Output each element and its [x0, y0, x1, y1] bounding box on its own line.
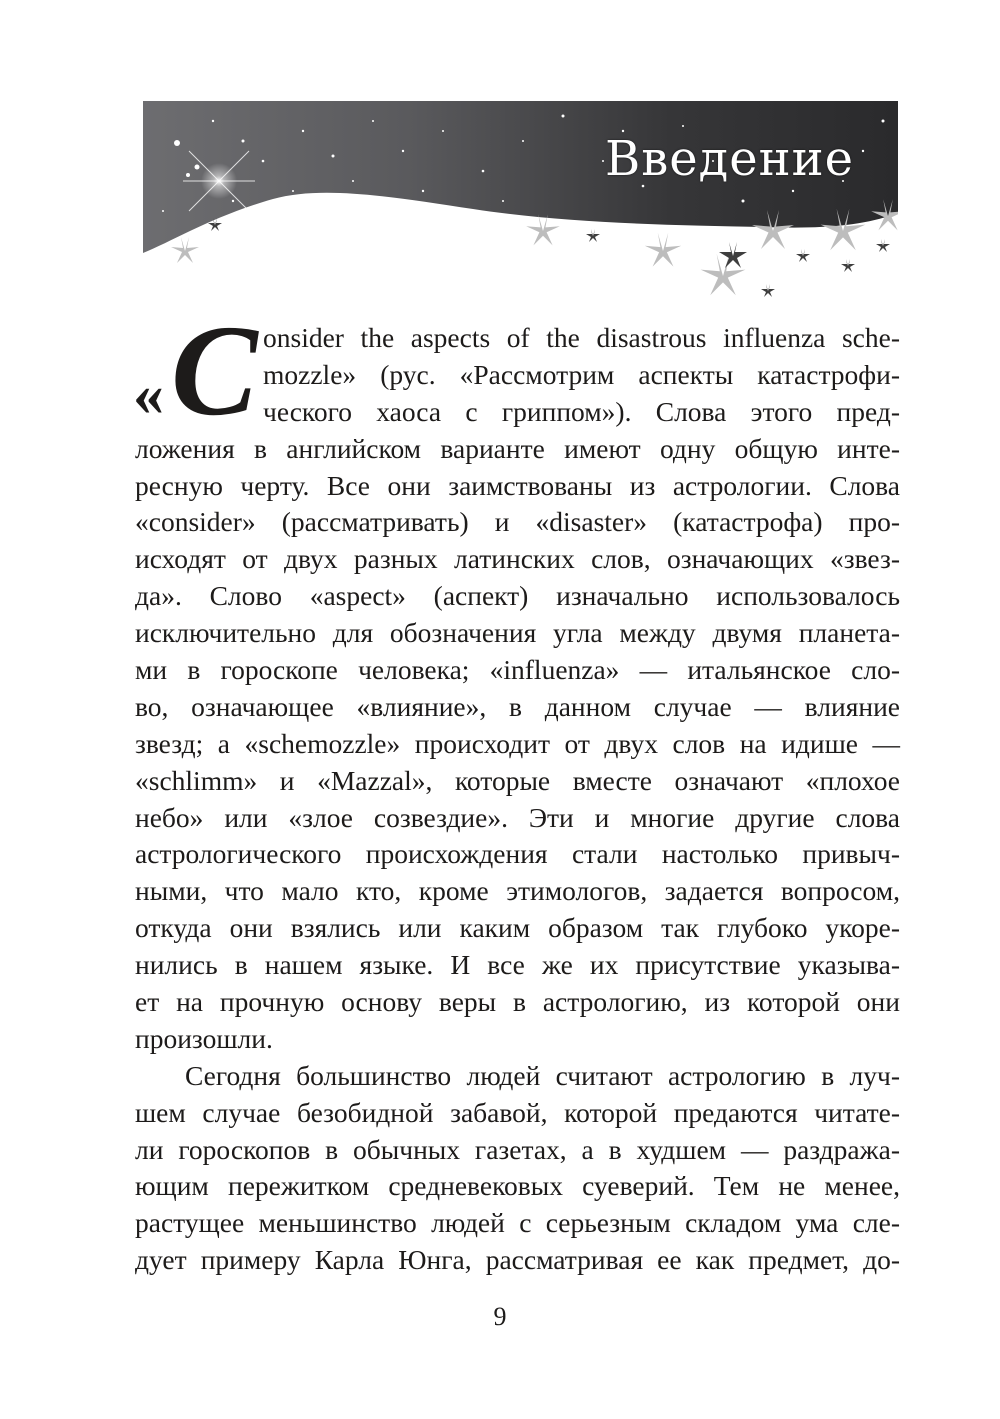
paragraph-2	[135, 1058, 900, 1279]
text-line: нились в нашем языке. И все же их присутствие указыва-	[135, 949, 900, 981]
text-line: «consider» (рассматривать) и «disaster» (катастрофа) про-	[135, 506, 900, 538]
text-line: ми в гороскопе человека; «influenza» — итальянское сло-	[135, 654, 900, 686]
text-line: астрологического происхождения стали настолько привыч-	[135, 838, 900, 870]
text-line: звезд; а «schemozzle» происходит от двух слов на идише —	[135, 727, 900, 759]
body-text	[133, 299, 900, 1279]
text-line: Сегодня большинство людей считают астрологию в луч-	[185, 1059, 900, 1091]
page-number: 9	[493, 1302, 507, 1331]
drop-cap	[133, 299, 261, 443]
drop-cap-quote: «	[133, 361, 164, 429]
drop-cap-letter: C	[171, 299, 258, 443]
text-line: ресную черту. Все они заимствованы из астрологии. Слова	[135, 469, 900, 501]
text-line: ет на прочную основу веры в астрологию, из которой они	[135, 986, 900, 1018]
text-line: «schlimm» и «Mazzal», которые вместе означают «плохое	[135, 764, 900, 796]
text-line: растущее меньшинство людей с серьезным складом ума сле-	[135, 1207, 900, 1239]
text-line: ческого хаоса с гриппом»). Слова этого пред-	[263, 395, 900, 427]
text-line: ложения в английском варианте имеют одну общую инте-	[135, 432, 900, 464]
chapter-banner	[143, 101, 898, 301]
text-line: onsider the aspects of the disastrous influenza sche-	[263, 322, 900, 353]
text-line: исключительно для обозначения угла между двумя планета-	[135, 617, 900, 649]
text-line: исходят от двух разных латинских слов, означающих «звез-	[135, 543, 900, 575]
text-line: ющим пережитком средневековых суеверий. Тем не менее,	[135, 1170, 900, 1202]
text-line: откуда они взялись или каким образом так глубоко укоре-	[135, 912, 900, 944]
chapter-title: Введение	[604, 131, 854, 187]
text-line: ли гороскопов в обычных газетах, а в худшем — раздража-	[135, 1133, 900, 1165]
text-line: шем случае безобидной забавой, которой предаются читате-	[135, 1096, 900, 1128]
text-line: да». Слово «aspect» (аспект) изначально использовалось	[135, 580, 900, 612]
text-line: небо» или «злое созвездие». Эти и многие другие слова	[135, 801, 900, 833]
text-line: дует примеру Карла Юнга, рассматривая ее как предмет, до-	[135, 1244, 900, 1276]
paragraph-1	[133, 299, 900, 1058]
text-line: во, означающее «влияние», в данном случае — влияние	[135, 690, 900, 722]
text-line: ными, что мало кто, кроме этимологов, задается вопросом,	[135, 875, 900, 907]
text-line: mozzle» (рус. «Рассмотрим аспекты катастрофи-	[263, 358, 900, 390]
text-line: произошли.	[135, 1022, 273, 1054]
